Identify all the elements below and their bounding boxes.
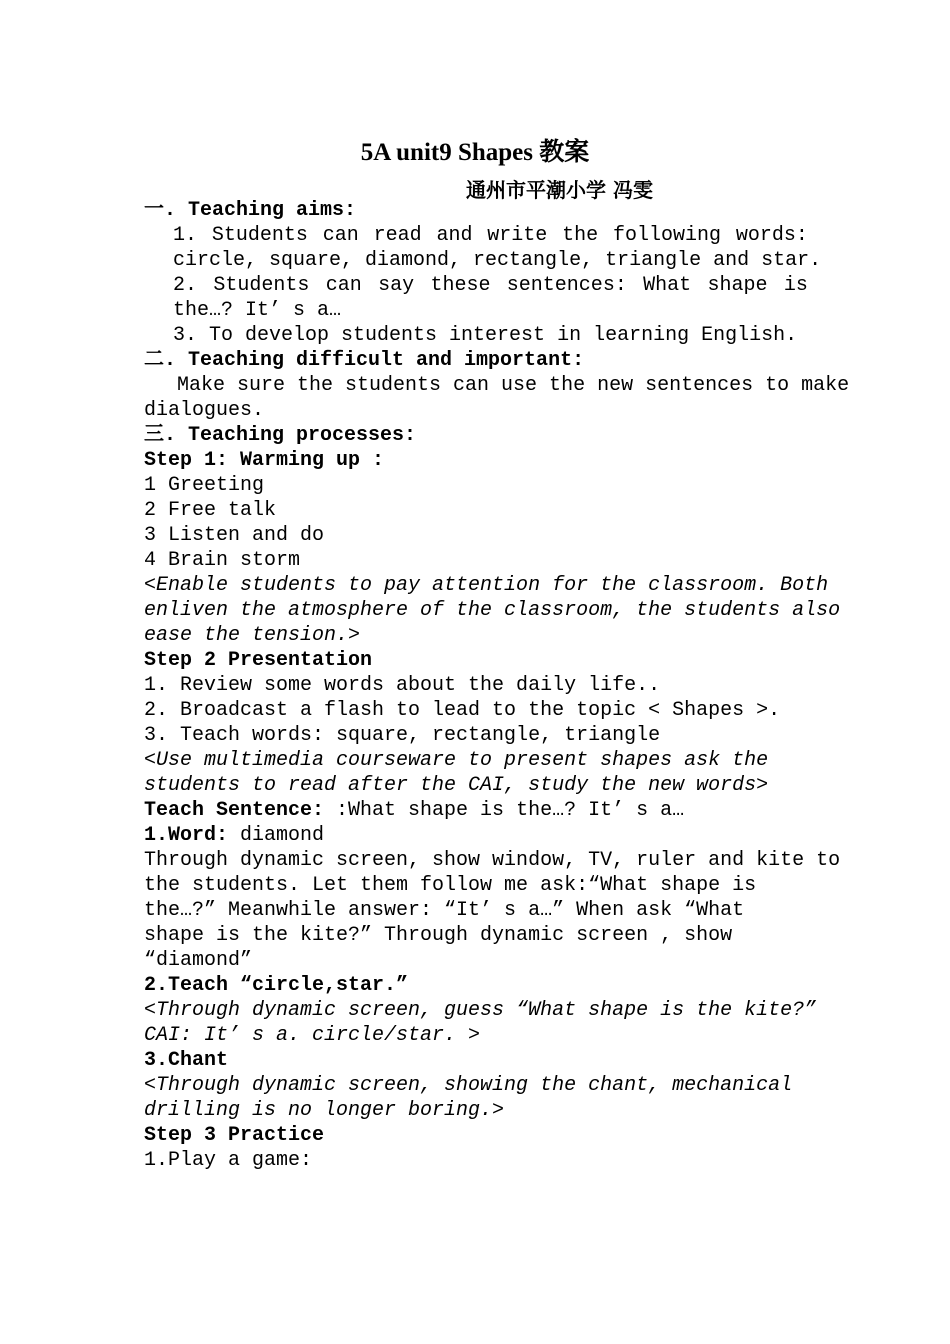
- document-body: [144, 198, 850, 1173]
- step1-item: 4 Brain storm: [144, 549, 301, 572]
- step1-item: 3 Listen and do: [144, 524, 325, 547]
- processes-heading: 三. Teaching processes:: [144, 424, 417, 447]
- word: write: [487, 224, 548, 247]
- teach2-heading: 2.Teach “circle,star.”: [144, 974, 409, 997]
- aims-line-2: circle, square, diamond, rectangle, triangle and star.: [173, 249, 822, 272]
- step2-item: 3. Teach words: square, rectangle, triangle: [144, 724, 661, 747]
- aims-heading: 一. Teaching aims:: [144, 199, 357, 222]
- step1-item: 2 Free talk: [144, 499, 277, 522]
- aims-line-1: [144, 223, 808, 248]
- step2-note-line: <Use multimedia courseware to present shapes ask the: [144, 749, 769, 772]
- word: Students: [211, 224, 308, 247]
- word-paragraph-line: “diamond”: [144, 949, 253, 972]
- word: sentences:: [506, 274, 627, 297]
- word: 2.: [173, 274, 198, 297]
- word: can: [322, 224, 359, 247]
- chant-note-line: drilling is no longer boring.>: [144, 1099, 505, 1122]
- word-text: diamond: [228, 824, 325, 847]
- word: shape: [707, 274, 768, 297]
- teach-sentence-label: Teach Sentence:: [144, 799, 325, 822]
- difficult-line-1: Make sure the students can use the new sentences to make: [177, 374, 850, 397]
- step1-item: 1 Greeting: [144, 474, 265, 497]
- difficult-line-2: dialogues.: [144, 399, 265, 422]
- step1-note-line: <Enable students to pay attention for the classroom. Both: [144, 574, 829, 597]
- word-line: [144, 823, 808, 848]
- aims-line-4: the…? It’ s a…: [173, 299, 342, 322]
- word: and: [436, 224, 473, 247]
- word: What: [643, 274, 692, 297]
- word: Students: [213, 274, 310, 297]
- word-paragraph-line: the…?” Meanwhile answer: “It’ s a…” When ask “What: [144, 899, 745, 922]
- step2-item: 1. Review some words about the daily life..: [144, 674, 661, 697]
- teach2-note-line: CAI: It’ s a. circle/star. >: [144, 1024, 481, 1047]
- page-title: 5A unit9 Shapes 教案: [360, 139, 590, 166]
- chant-heading: 3.Chant: [144, 1049, 229, 1072]
- step3-item: 1.Play a game:: [144, 1149, 313, 1172]
- word: these: [430, 274, 491, 297]
- step1-note-line: ease the tension.>: [144, 624, 361, 647]
- step1-note-line: enliven the atmosphere of the classroom, the students also: [144, 599, 841, 622]
- step1-heading: Step 1: Warming up :: [144, 449, 385, 472]
- teach-sentence-text: :What shape is the…? It’ s a…: [324, 799, 685, 822]
- word: can: [325, 274, 362, 297]
- word-paragraph-line: the students. Let them follow me ask:“What shape is: [144, 874, 757, 897]
- word: the: [562, 224, 599, 247]
- word-paragraph-line: Through dynamic screen, show window, TV, ruler and kite to: [144, 849, 841, 872]
- step3-heading: Step 3 Practice: [144, 1124, 325, 1147]
- word-paragraph-line: shape is the kite?” Through dynamic screen , show: [144, 924, 733, 947]
- word: read: [373, 224, 422, 247]
- word: say: [378, 274, 415, 297]
- difficult-heading: 二. Teaching difficult and important:: [144, 349, 585, 372]
- chant-note-line: <Through dynamic screen, showing the chant, mechanical: [144, 1074, 793, 1097]
- step2-note-line: students to read after the CAI, study the new words>: [144, 774, 769, 797]
- teach2-note-line: <Through dynamic screen, guess “What shape is the kite?”: [144, 999, 817, 1022]
- word: is: [783, 274, 808, 297]
- step2-item: 2. Broadcast a flash to lead to the topic < Shapes >.: [144, 699, 781, 722]
- word: words:: [735, 224, 808, 247]
- teach-sentence-line: [144, 798, 808, 823]
- word-label: 1.Word:: [144, 824, 229, 847]
- author-line: 通州市平潮小学 冯雯: [466, 178, 653, 202]
- aims-line-3: [144, 273, 808, 298]
- word: following: [613, 224, 722, 247]
- aims-line-5: 3. To develop students interest in learning English.: [173, 324, 798, 347]
- step2-heading: Step 2 Presentation: [144, 649, 373, 672]
- word: 1.: [173, 224, 198, 247]
